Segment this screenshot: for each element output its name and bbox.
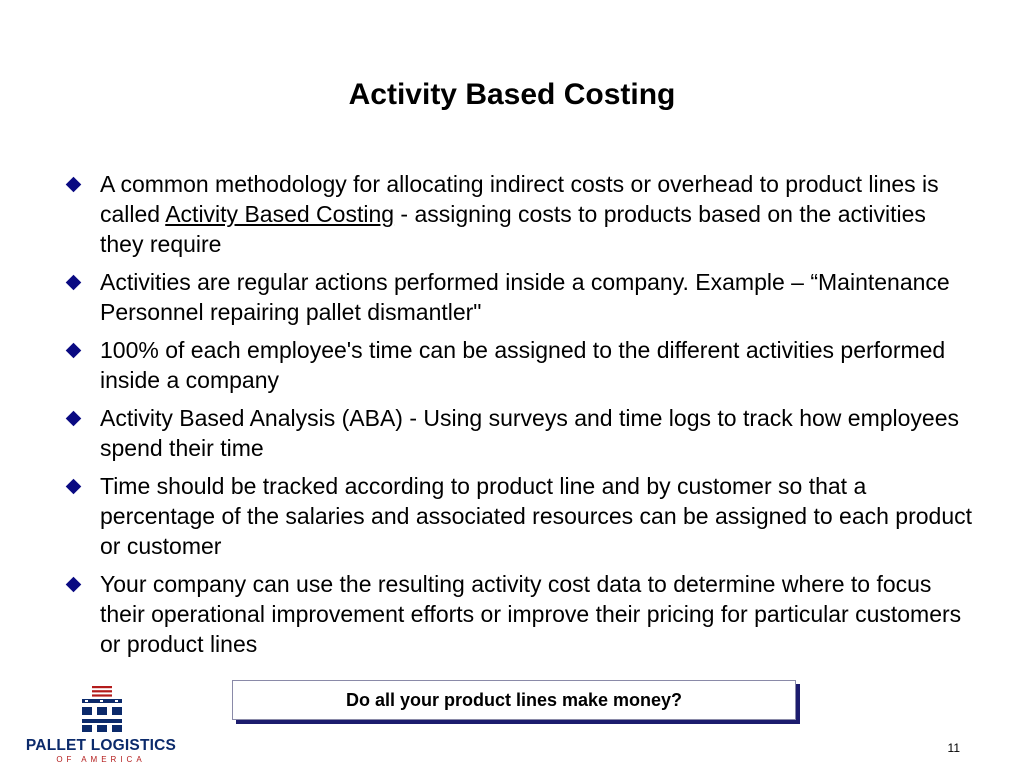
callout-text: Do all your product lines make money? (345, 689, 683, 710)
bullet-text: Activity Based Analysis (ABA) - Using surveys and time logs to track how employees spend their time (100, 405, 960, 461)
bullet-text: A common methodology for allocating indirect costs or overhead to product lines is called (100, 171, 939, 227)
bullet-item (64, 403, 974, 463)
callout-box (232, 680, 796, 720)
bullet-text: Activities are regular actions performed inside a company. Example – “Maintenance Personnel repairing pallet dismantler" (100, 269, 950, 325)
diamond-bullet-icon (66, 577, 82, 593)
page-number: 11 (947, 741, 960, 755)
bullet-item (64, 471, 974, 561)
diamond-bullet-icon (66, 275, 82, 291)
diamond-bullet-icon (66, 479, 82, 495)
bullet-text: Your company can use the resulting activity cost data to determine where to focus their operational improvement efforts or improve their pricing for particular customers or product lines (100, 571, 962, 657)
diamond-bullet-icon (66, 411, 82, 427)
bullet-list (64, 169, 974, 667)
bullet-item (64, 335, 974, 395)
bullet-item (64, 267, 974, 327)
bullet-item (64, 569, 974, 659)
diamond-bullet-icon (66, 343, 82, 359)
bullet-text: Time should be tracked according to product line and by customer so that a percentage of the salaries and associated resources can be assigned to each product or customer (100, 473, 973, 559)
bullet-item (64, 169, 974, 259)
diamond-bullet-icon (66, 177, 82, 193)
bullet-text: 100% of each employee's time can be assigned to the different activities performed inside a company (100, 337, 946, 393)
pallet-stack-flag-icon (78, 685, 126, 733)
logo-tagline: OF AMERICA (56, 755, 146, 764)
activity-based-costing-link[interactable]: Activity Based Costing (165, 201, 395, 227)
bullet-text: - assigning costs to products based on the activities they require (100, 201, 926, 257)
logo-wordmark: PALLET LOGISTICS (25, 737, 177, 754)
slide-title: Activity Based Costing (348, 78, 676, 111)
